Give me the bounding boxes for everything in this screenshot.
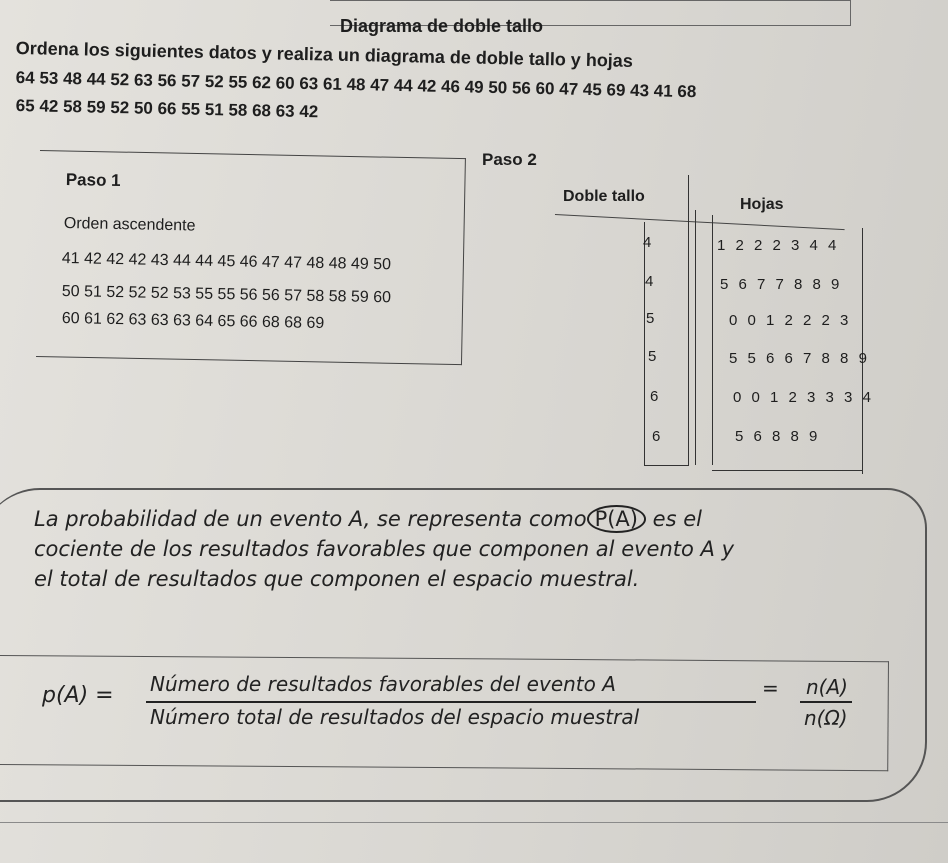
stem-value: 6 (650, 388, 659, 405)
circled-pa: P(A) (587, 505, 646, 533)
stem-header: Doble tallo (563, 188, 645, 205)
stem-divider-line (688, 175, 689, 465)
fraction-bar (146, 701, 756, 703)
stem-value: 6 (652, 428, 661, 445)
formula-denominator: Número total de resultados del espacio muestral (150, 705, 640, 729)
stem-box-border (644, 465, 689, 466)
data-line-1: 64 53 48 44 52 63 56 57 52 55 62 60 63 61 48 47 44 42 46 49 50 56 60 47 45 69 43 41 68 (15, 68, 697, 102)
formula-rhs-denominator: n(Ω) (804, 706, 848, 730)
probability-line-2: cociente de los resultados favorables que componen al evento A y (34, 537, 734, 561)
leaf-values: 5 5 6 6 7 8 8 9 (729, 350, 870, 367)
instruction-text: Ordena los siguientes datos y realiza un diagrama de doble tallo y hojas (15, 38, 634, 71)
formula-lhs: p(A) = (42, 683, 114, 708)
probability-text: es el (646, 507, 702, 531)
fraction-bar (800, 701, 852, 703)
stem-value: 4 (643, 234, 652, 251)
probability-text: La probabilidad de un evento A, se representa como (34, 507, 587, 531)
stem-value: 4 (645, 273, 654, 290)
leaf-values: 5 6 7 7 8 8 9 (720, 276, 843, 293)
probability-line-3: el total de resultados que componen el espacio muestral. (34, 567, 640, 591)
leaf-values: 0 0 1 2 3 3 3 4 (733, 389, 874, 406)
sorted-line-1: 41 42 42 42 43 44 44 45 46 47 47 48 48 49 50 (61, 250, 392, 274)
formula-numerator: Número de resultados favorables del evento A (150, 672, 616, 696)
sorted-line-2: 50 51 52 52 52 53 55 55 56 56 57 58 58 59 60 (61, 283, 392, 307)
leaf-values: 5 6 8 8 9 (735, 428, 821, 445)
page-title: Diagrama de doble tallo (340, 16, 544, 36)
sorted-line-3: 60 61 62 63 63 63 64 65 66 68 68 69 (61, 310, 325, 333)
leaf-box-border (712, 470, 862, 471)
paso2-label: Paso 2 (482, 150, 537, 169)
orden-ascendente-label: Orden ascendente (63, 215, 196, 235)
bottom-divider (0, 822, 948, 823)
probability-line-1 (34, 505, 702, 533)
formula-rhs-numerator: n(A) (806, 675, 848, 699)
header-divider (555, 214, 845, 230)
leaf-values: 0 0 1 2 2 2 3 (729, 312, 852, 329)
stem-box-border (644, 222, 645, 465)
stem-value: 5 (646, 310, 655, 327)
formula-equals: = (762, 676, 779, 700)
data-line-2: 65 42 58 59 52 50 66 55 51 58 68 63 42 (15, 96, 319, 122)
paso1-label: Paso 1 (65, 170, 121, 191)
stem-value: 5 (648, 348, 657, 365)
leaf-header: Hojas (740, 196, 784, 213)
leaf-values: 1 2 2 2 3 4 4 (717, 237, 840, 254)
leaf-divider-line (712, 215, 713, 465)
stem-divider-line (695, 210, 696, 465)
